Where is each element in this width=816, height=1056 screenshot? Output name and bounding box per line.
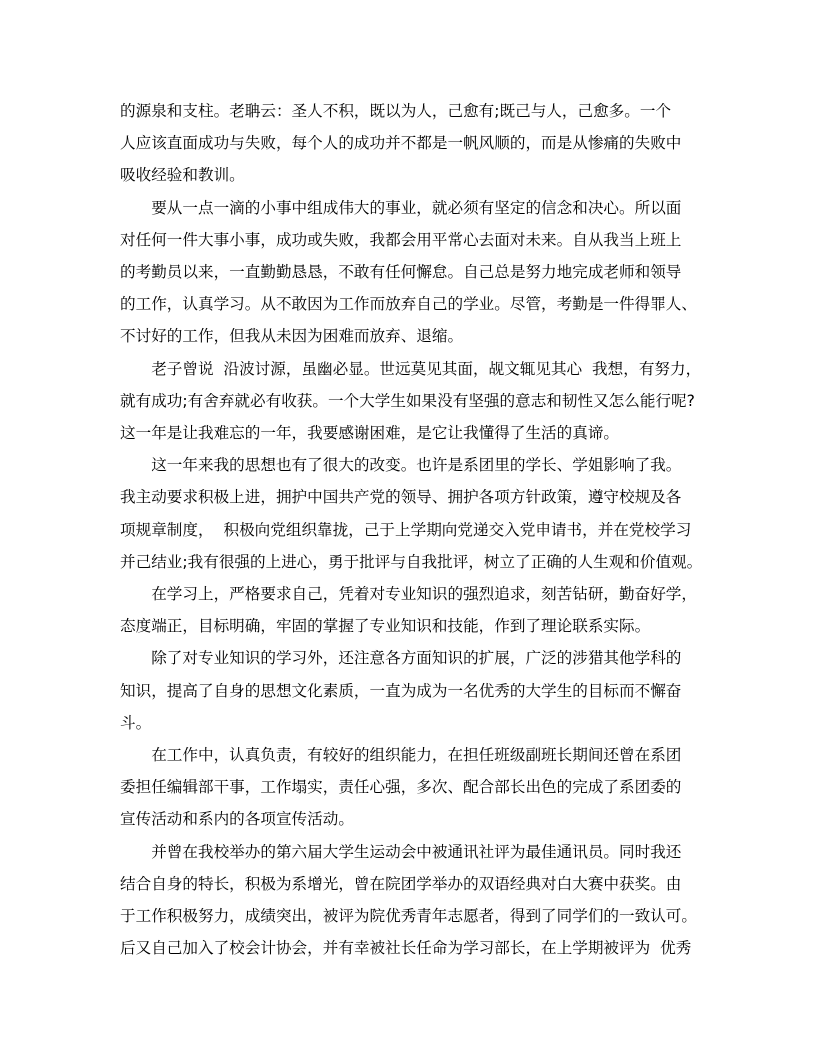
text-line: 于工作积极努力，成绩突出，被评为院优秀青年志愿者，得到了同学们的一致认可。 xyxy=(120,907,697,926)
text-line: 就有成功;有舍弃就必有收获。一个大学生如果没有坚强的意志和韧性又怎么能行呢? xyxy=(120,391,695,410)
text-line: 后又自己加入了校会计协会，并有幸被社长任命为学习部长，在上学期被评为 优秀 xyxy=(120,939,692,958)
document-page xyxy=(120,95,703,964)
text-line: 并曾在我校举办的第六届大学生运动会中被通讯社评为最佳通讯员。同时我还 xyxy=(151,842,682,861)
text-line: 结合自身的特长，积极为系增光，曾在院团学举办的双语经典对白大赛中获奖。由 xyxy=(120,874,682,893)
paragraph xyxy=(120,739,696,836)
paragraph xyxy=(120,192,696,353)
text-line: 的源泉和支柱。老聃云：圣人不积，既以为人，己愈有;既己与人，己愈多。一个 xyxy=(120,102,672,120)
text-line: 这一年来我的思想也有了很大的改变。也许是系团里的学长、学姐影响了我。 xyxy=(151,456,682,475)
text-line: 老子曾说 沿波讨源，虽幽必显。世远莫见其面，觇文辄见其心 我想，有努力， xyxy=(151,359,702,378)
paragraph xyxy=(120,95,696,192)
text-line: 的工作，认真学习。从不敢因为工作而放弃自己的学业。尽管，考勤是一件得罪人、 xyxy=(120,295,697,314)
paragraph xyxy=(120,642,696,739)
text-line: 项规章制度， 积极向党组织靠拢，己于上学期向党递交入党申请书，并在党校学习 xyxy=(120,520,692,539)
text-line: 宣传活动和系内的各项宣传活动。 xyxy=(120,810,354,829)
text-line: 态度端正，目标明确，牢固的掌握了专业知识和技能，作到了理论联系实际。 xyxy=(120,617,651,636)
text-line: 并己结业;我有很强的上进心，勇于批评与自我批评，树立了正确的人生观和价值观。 xyxy=(120,552,703,571)
text-line: 吸收经验和教训。 xyxy=(120,166,245,185)
text-line: 在学习上，严格要求自己，凭着对专业知识的强烈追求，刻苦钻研，勤奋好学， xyxy=(151,585,697,604)
text-line: 这一年是让我难忘的一年，我要感谢困难，是它让我懂得了生活的真谛。 xyxy=(120,424,620,443)
text-line: 要从一点一滴的小事中组成伟大的事业，就必须有坚定的信念和决心。所以面 xyxy=(151,198,682,217)
text-line: 的考勤员以来，一直勤勤恳恳，不敢有任何懈怠。自己总是努力地完成老师和领导 xyxy=(120,263,682,282)
text-line: 我主动要求积极上进，拥护中国共产党的领导、拥护各项方针政策，遵守校规及各 xyxy=(120,488,682,507)
text-line: 在工作中，认真负责，有较好的组织能力，在担任班级副班长期间还曾在系团 xyxy=(151,746,682,765)
paragraph xyxy=(120,449,703,578)
text-line: 除了对专业知识的学习外，还注意各方面知识的扩展，广泛的涉猎其他学科的 xyxy=(151,649,682,668)
paragraph xyxy=(120,578,696,642)
text-line: 委担任编辑部干事，工作塌实，责任心强，多次、配合部长出色的完成了系团委的 xyxy=(120,778,682,797)
text-line: 人应该直面成功与失败，每个人的成功并不都是一帆风顺的，而是从惨痛的失败中 xyxy=(120,134,682,153)
paragraph xyxy=(120,836,696,965)
text-line: 对任何一件大事小事，成功或失败，我都会用平常心去面对未来。自从我当上班上 xyxy=(120,230,682,249)
text-line: 知识，提高了自身的思想文化素质，一直为成为一名优秀的大学生的目标而不懈奋 xyxy=(120,681,682,700)
text-line: 斗。 xyxy=(120,713,152,732)
text-line: 不讨好的工作，但我从未因为困难而放弃、退缩。 xyxy=(120,327,464,346)
paragraph xyxy=(120,353,702,450)
